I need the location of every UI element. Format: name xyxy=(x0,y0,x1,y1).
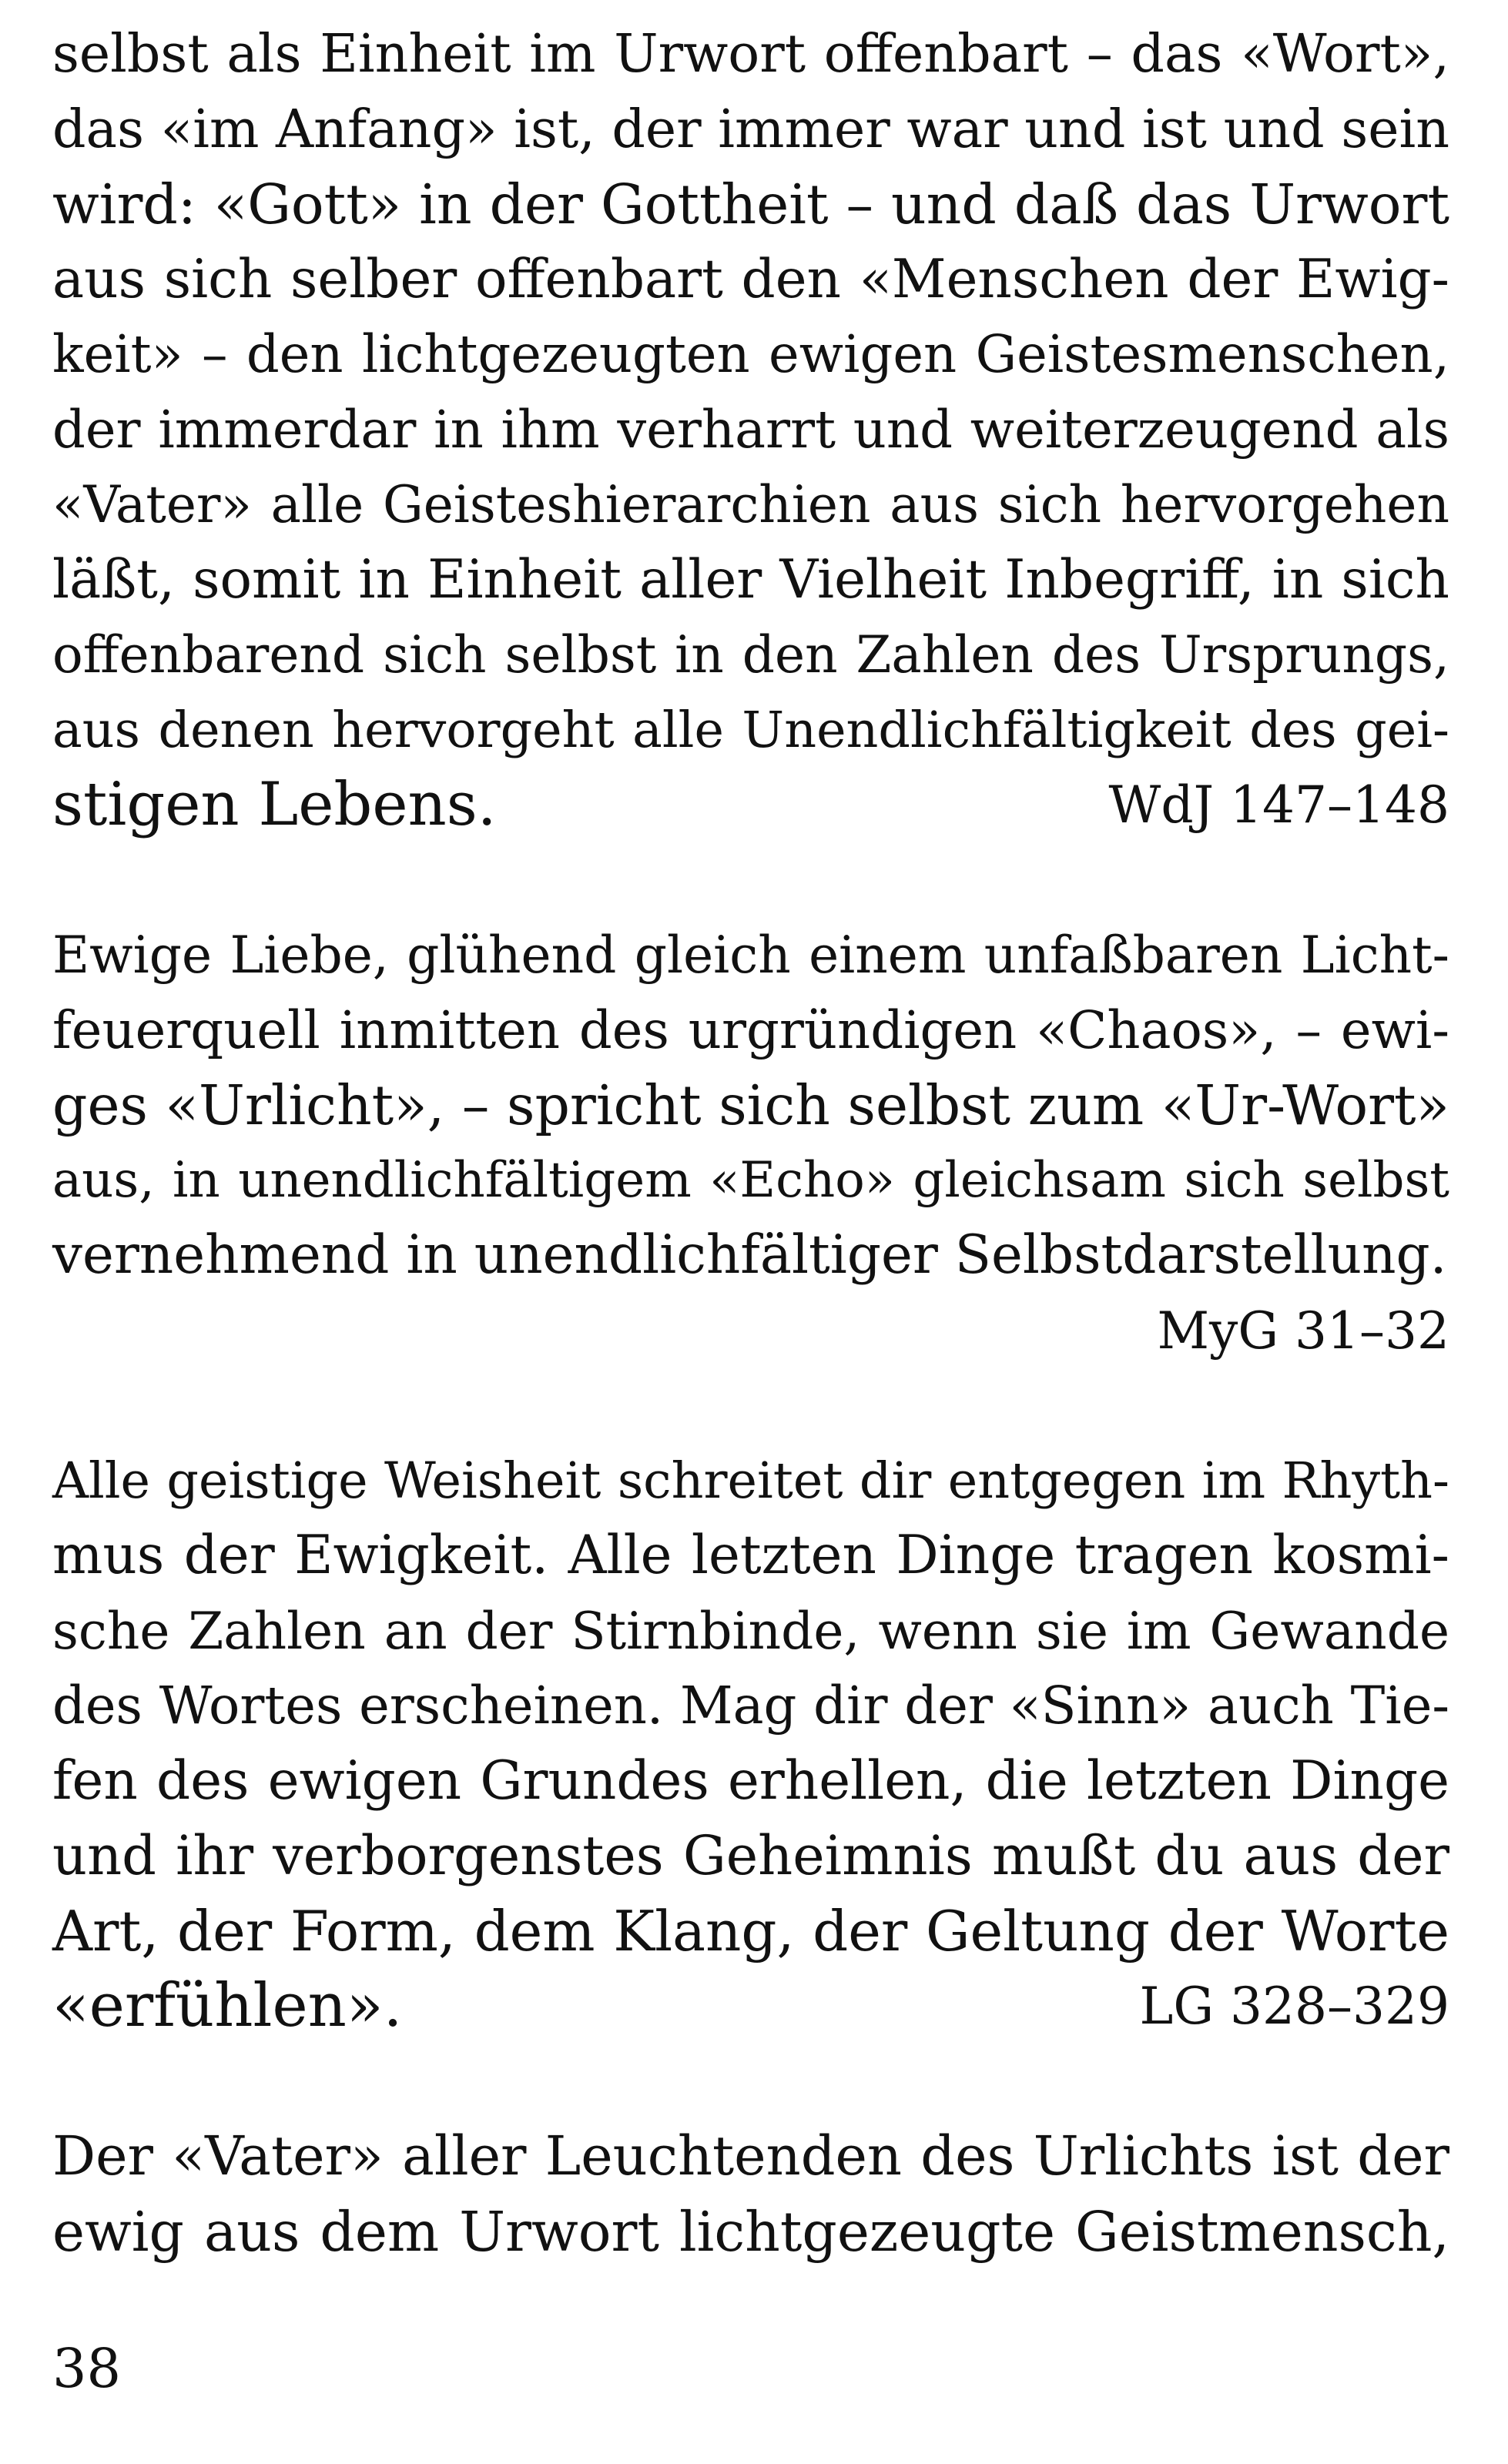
text-line: «Vater» alle Geisteshierarchien aus sich hervorgehen xyxy=(52,475,1449,534)
text-line: und ihr verborgenstes Geheimnis mußt du aus der xyxy=(52,1824,1449,1887)
text-line: ewig aus dem Urwort lichtgezeugte Geistmensch, xyxy=(52,2199,1449,2264)
source-reference: MyG 31–32 xyxy=(1157,1301,1449,1361)
paragraph-gap xyxy=(52,2044,1449,2120)
text-line: fen des ewigen Grundes erhellen, die letzten Dinge xyxy=(52,1749,1449,1812)
text-line: das «im Anfang» ist, der immer war und ist und sein xyxy=(52,99,1449,160)
text-line: des Wortes erscheinen. Mag dir der «Sinn» auch Tie- xyxy=(52,1676,1449,1736)
text-line: wird: «Gott» in der Gottheit – und daß das Urwort xyxy=(52,172,1449,236)
text-line: Ewige Liebe, glühend gleich einem unfaßbaren Licht- xyxy=(52,926,1449,985)
text-line: Alle geistige Weisheit schreitet dir entgegen im Rhyth- xyxy=(52,1451,1449,1510)
source-reference: WdJ 147–148 xyxy=(1108,775,1449,835)
text-line: mus der Ewigkeit. Alle letzten Dinge tragen kosmi- xyxy=(52,1525,1449,1586)
text-line: läßt, somit in Einheit aller Vielheit Inbegriff, in sich xyxy=(52,548,1449,611)
passage-1 xyxy=(52,17,1449,843)
text-line: stigen Lebens. xyxy=(52,770,497,839)
text-line: keit» – den lichtgezeugten ewigen Geistesmenschen, xyxy=(52,324,1449,384)
text-line: offenbarend sich selbst in den Zahlen des Ursprungs, xyxy=(52,625,1449,685)
source-reference: LG 328–329 xyxy=(1139,1977,1449,2036)
text-line: feuerquell inmitten des urgründigen «Chaos», – ewi- xyxy=(52,999,1449,1060)
paragraph-gap xyxy=(52,843,1449,919)
text-line: Art, der Form, dem Klang, der Geltung der Worte xyxy=(52,1898,1449,1964)
text-line: sche Zahlen an der Stirnbinde, wenn sie im Gewande xyxy=(52,1601,1449,1661)
text-line: selbst als Einheit im Urwort offenbart – das «Wort», xyxy=(52,24,1449,85)
page-number: 38 xyxy=(52,2337,122,2400)
passage-4 xyxy=(52,2119,1449,2269)
text-line-with-reference xyxy=(52,1969,1449,2044)
page-body xyxy=(52,17,1449,2269)
text-line: «erfühlen». xyxy=(52,1971,403,2040)
passage-3 xyxy=(52,1444,1449,2044)
text-line: aus sich selber offenbart den «Menschen der Ewig- xyxy=(52,248,1449,310)
text-line: der immerdar in ihm verharrt und weiterzeugend als xyxy=(52,399,1449,460)
text-line: Der «Vater» aller Leuchtenden des Urlichts ist der xyxy=(52,2124,1449,2188)
text-line: aus, in unendlichfältigem «Echo» gleichsam sich selbst xyxy=(52,1151,1449,1209)
paragraph-gap xyxy=(52,1368,1449,1444)
text-line-with-reference xyxy=(52,768,1449,843)
passage-2 xyxy=(52,918,1449,1368)
text-line: vernehmend in unendlichfältiger Selbstdarstellung. xyxy=(52,1224,1447,1286)
text-line: aus denen hervorgeht alle Unendlichfältigkeit des gei- xyxy=(52,701,1449,759)
text-line: ges «Urlicht», – spricht sich selbst zum «Ur-Wort» xyxy=(52,1073,1449,1137)
